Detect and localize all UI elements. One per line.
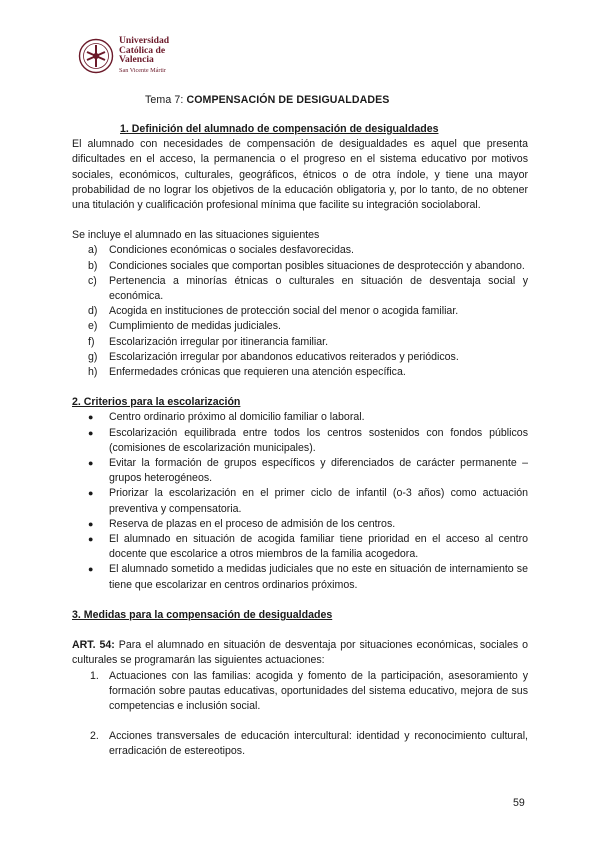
list-item: ● El alumnado sometido a medidas judiciales que no este en situación de internamiento se tiene que escolarizar en centros ordinarios próximos. (88, 563, 528, 591)
bullet-icon: ● (88, 564, 94, 575)
article-label: ART. 54: (72, 639, 115, 652)
bullet-icon: ● (88, 427, 94, 438)
list-item: ● Reserva de plazas en el proceso de admisión de los centros. (72, 517, 528, 532)
list-item: g) Escolarización irregular por abandonos educativos reiterados y periódicos. (88, 350, 459, 363)
section-1-heading: 1. Definición del alumnado de compensación de desigualdades (120, 123, 439, 135)
logo-text (119, 36, 169, 75)
list-item: ● Centro ordinario próximo al domicilio familiar o laboral. (72, 410, 528, 425)
section-1-intro: Se incluye el alumnado en las situaciones siguientes (72, 229, 320, 242)
measures-list (72, 669, 528, 715)
list-item: 1. Actuaciones con las familias: acogida y fomento de la participación, asesoramiento y formación sobre pautas educativas, oportunidades del sistema educativo, mejora de sus competencias e inclusión social. (90, 669, 528, 712)
logo-line-1: Universidad (119, 35, 170, 46)
list-item: 2. Acciones transversales de educación intercultural: identidad y reconocimiento cultural, erradicación de estereotipos. (90, 730, 528, 758)
list-item: ● Priorizar la escolarización en el primer ciclo de infantil (o-3 años) como actuación preventiva y compensatoria. (88, 487, 528, 515)
title-main: COMPENSACIÓN DE DESIGUALDADES (186, 94, 390, 106)
criteria-list (72, 410, 528, 592)
bullet-icon: ● (88, 488, 94, 499)
university-seal-icon (78, 38, 114, 74)
logo-line-2: Católica de (119, 44, 166, 56)
situations-list (72, 243, 528, 380)
list-item: h) Enfermedades crónicas que requieren una atención específica. (88, 366, 406, 379)
list-item: ● El alumnado en situación de acogida familiar tiene prioridad en el acceso al centro docente que escolarice a otros miembros de la familia acogedora. (88, 533, 528, 561)
list-item: b) Condiciones sociales que comportan posibles situaciones de desprotección y abandono. (88, 259, 525, 272)
list-item: c) Pertenencia a minorías étnicas o culturales en situación de desventaja social y económica. (88, 274, 528, 303)
list-item: f) Escolarización irregular por itinerancia familiar. (88, 335, 329, 348)
university-logo (78, 36, 169, 75)
page-title (145, 94, 389, 106)
logo-line-3: Valencia (119, 54, 154, 65)
list-item: ● Escolarización equilibrada entre todos los centros sostenidos con fondos públicos (comisiones de escolarización municipales). (88, 426, 528, 454)
section-3-heading: 3. Medidas para la compensación de desigualdades (72, 608, 333, 621)
list-item: a) Condiciones económicas o sociales desfavorecidas. (88, 244, 354, 257)
section-1-paragraph: El alumnado con necesidades de compensación de desigualdades es aquel que presenta dificultades en el acceso, la permanencia o el progreso en el sistema educativo por motivos sociales, económicos, culturales, geográficos, étnicos o de otra índole, y tiene una mayor probabilidad de no lograr los objetivos de la educación obligatoria y, por lo tanto, de no obtener una titulación y cualificación profesional mínima que facilite su integración sociolaboral. (72, 138, 528, 212)
list-item: d) Acogida en instituciones de protección social del menor o acogida familiar. (88, 305, 459, 318)
bullet-icon: ● (88, 412, 94, 423)
bullet-icon: ● (88, 534, 94, 545)
list-item: e) Cumplimiento de medidas judiciales. (88, 320, 281, 333)
logo-line-4: San Vicente Mártir (119, 66, 166, 74)
bullet-icon: ● (88, 518, 94, 529)
list-item: ● Evitar la formación de grupos específicos y diferenciados de carácter permanente – grupos heterogéneos. (88, 457, 528, 485)
section-2-heading: 2. Criterios para la escolarización (72, 396, 241, 409)
article-54-paragraph: ART. 54: Para el alumnado en situación de desventaja por situaciones económicas, sociales o culturales se programarán las siguientes actuaciones: (72, 639, 528, 667)
measures-list-continued (72, 729, 528, 759)
title-prefix: Tema 7: (145, 94, 187, 106)
document-content (72, 122, 528, 760)
page-number: 59 (513, 797, 525, 809)
bullet-icon: ● (88, 458, 94, 469)
